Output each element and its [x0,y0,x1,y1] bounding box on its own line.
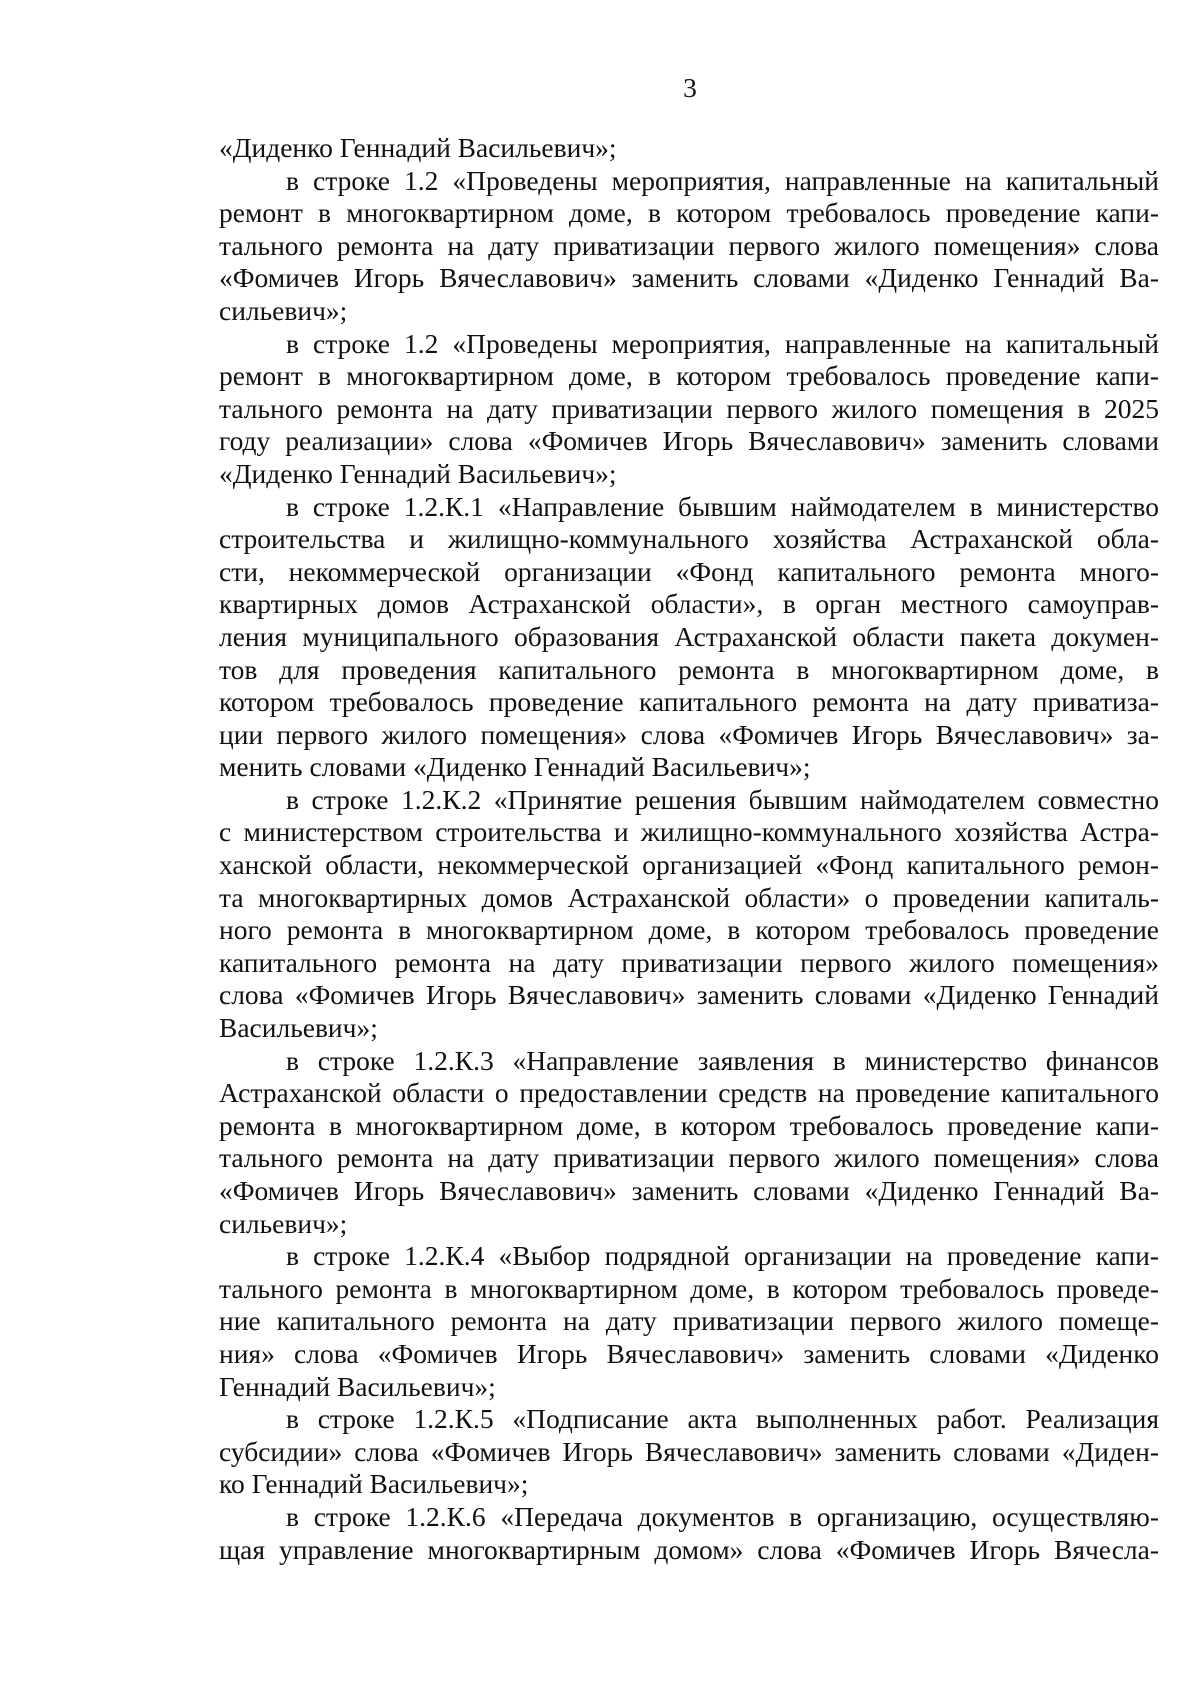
text-line: ко Геннадий Васильевич»; [219,1468,529,1500]
text-line: ние капитального ремонта на дату приватизации первого жилого помеще- [219,1305,1159,1337]
text-line: щая управление многоквартирным домом» слова «Фомичев Игорь Вячесла- [219,1533,1159,1565]
text-line: субсидии» слова «Фомичев Игорь Вячеславович» заменить словами «Диден- [219,1435,1159,1467]
text-line: капитального ремонта на дату приватизации первого жилого помещения» [219,946,1159,978]
text-line: строительства и жилищно-коммунального хозяйства Астраханской обла- [219,523,1159,555]
text-line: «Диденко Геннадий Васильевич»; [219,457,617,489]
text-line: котором требовалось проведение капитального ремонта на дату приватиза- [219,686,1159,718]
text-line: в строке 1.2.К.1 «Направление бывшим наймодателем в министерство [286,490,1159,522]
text-line: «Фомичев Игорь Вячеславович» заменить словами «Диденко Геннадий Ва- [219,1175,1159,1206]
text-line: ного ремонта в многоквартирном доме, в котором требовалось проведение [219,914,1159,946]
text-line: тального ремонта на дату приватизации первого жилого помещения» слова [219,1142,1159,1174]
text-line: в строке 1.2 «Проведены мероприятия, направленные на капитальный [286,164,1159,196]
page-number: 3 [683,72,697,103]
text-line: Астраханской области о предоставлении средств на проведение капитального [219,1077,1159,1109]
text-line: сильевич»; [219,294,348,326]
text-line: Васильевич»; [219,1012,378,1044]
text-line: «Фомичев Игорь Вячеславович» заменить словами «Диденко Геннадий Ва- [219,262,1159,294]
text-line: ления муниципального образования Астраханской области пакета докумен- [219,620,1159,652]
text-line: в строке 1.2 «Проведены мероприятия, направленные на капитальный [286,327,1159,359]
text-line: квартирных домов Астраханской области», в орган местного самоуправ- [219,588,1159,620]
text-line: тального ремонта на дату приватизации первого жилого помещения» слова [219,229,1159,261]
text-line: ния» слова «Фомичев Игорь Вячеславович» заменить словами «Диденко [219,1337,1159,1369]
text-line: в строке 1.2.К.4 «Выбор подрядной организации на проведение капи- [286,1240,1159,1272]
text-line: в строке 1.2.К.3 «Направление заявления в министерство финансов [286,1044,1159,1076]
text-line: в строке 1.2.К.2 «Принятие решения бывшим наймодателем совместно [286,783,1159,815]
text-line: тального ремонта в многоквартирном доме, в котором требовалось проведе- [219,1272,1159,1304]
text-line: ремонта в многоквартирном доме, в котором требовалось проведение капи- [219,1109,1159,1141]
text-line: ханской области, некоммерческой организацией «Фонд капитального ремон- [219,849,1159,881]
text-line: тов для проведения капитального ремонта в многоквартирном доме, в [219,653,1159,685]
text-line: в строке 1.2.К.6 «Передача документов в организацию, осуществляю- [286,1500,1159,1532]
text-line: ремонт в многоквартирном доме, в котором требовалось проведение капи- [219,360,1159,392]
text-line: тального ремонта на дату приватизации первого жилого помещения в 2025 [219,392,1159,424]
text-line: слова «Фомичев Игорь Вячеславович» заменить словами «Диденко Геннадий [219,979,1159,1011]
text-line: менить словами «Диденко Геннадий Васильевич»; [219,751,811,783]
text-line: сти, некоммерческой организации «Фонд капитального ремонта много- [219,555,1159,587]
body-text [219,132,1159,1566]
text-line: та многоквартирных домов Астраханской области» о проведении капиталь- [219,881,1159,913]
text-line: в строке 1.2.К.5 «Подписание акта выполненных работ. Реализация [286,1403,1159,1435]
text-line: «Диденко Геннадий Васильевич»; [219,132,617,163]
text-line: сильевич»; [219,1207,348,1239]
text-line: ремонт в многоквартирном доме, в котором требовалось проведение капи- [219,197,1159,229]
text-line: ции первого жилого помещения» слова «Фомичев Игорь Вячеславович» за- [219,718,1159,750]
text-line: году реализации» слова «Фомичев Игорь Вячеславович» заменить словами [219,425,1159,457]
text-line: Геннадий Васильевич»; [219,1370,496,1402]
text-line: с министерством строительства и жилищно-коммунального хозяйства Астра- [219,816,1159,848]
